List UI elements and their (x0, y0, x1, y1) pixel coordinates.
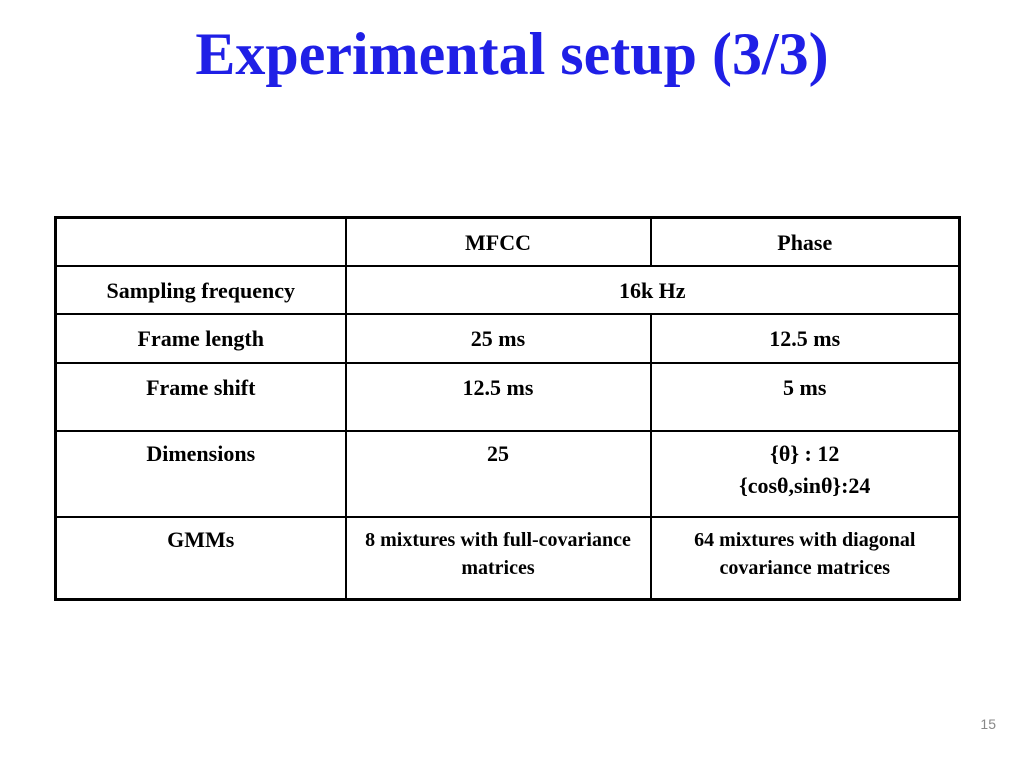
dimensions-phase-line-1: {θ} : 12 (770, 441, 840, 466)
header-cell-phase: Phase (651, 218, 960, 267)
cell-dimensions-mfcc: 25 (346, 431, 651, 517)
row-label-frame-length: Frame length (56, 314, 346, 363)
table-row (56, 363, 960, 431)
table-row (56, 517, 960, 600)
header-cell-empty (56, 218, 346, 267)
row-label-sampling-frequency: Sampling frequency (56, 266, 346, 314)
row-label-dimensions: Dimensions (56, 431, 346, 517)
table-header-row (56, 218, 960, 267)
cell-frame-length-mfcc: 25 ms (346, 314, 651, 363)
cell-frame-shift-phase: 5 ms (651, 363, 960, 431)
cell-sampling-frequency-value: 16k Hz (346, 266, 960, 314)
header-cell-mfcc: MFCC (346, 218, 651, 267)
slide-title: Experimental setup (3/3) (195, 21, 829, 87)
row-label-frame-shift: Frame shift (56, 363, 346, 431)
cell-frame-shift-mfcc: 12.5 ms (346, 363, 651, 431)
cell-gmms-phase: 64 mixtures with diagonal covariance matrices (651, 517, 960, 600)
table-row (56, 314, 960, 363)
row-label-gmms: GMMs (56, 517, 346, 600)
table-row (56, 266, 960, 314)
cell-dimensions-phase (651, 431, 960, 517)
table-row (56, 431, 960, 517)
cell-frame-length-phase: 12.5 ms (651, 314, 960, 363)
setup-table (54, 216, 961, 601)
page-number: 15 (980, 716, 996, 732)
dimensions-phase-line-2: {cosθ,sinθ}:24 (739, 473, 871, 498)
cell-gmms-mfcc: 8 mixtures with full-covariance matrices (346, 517, 651, 600)
